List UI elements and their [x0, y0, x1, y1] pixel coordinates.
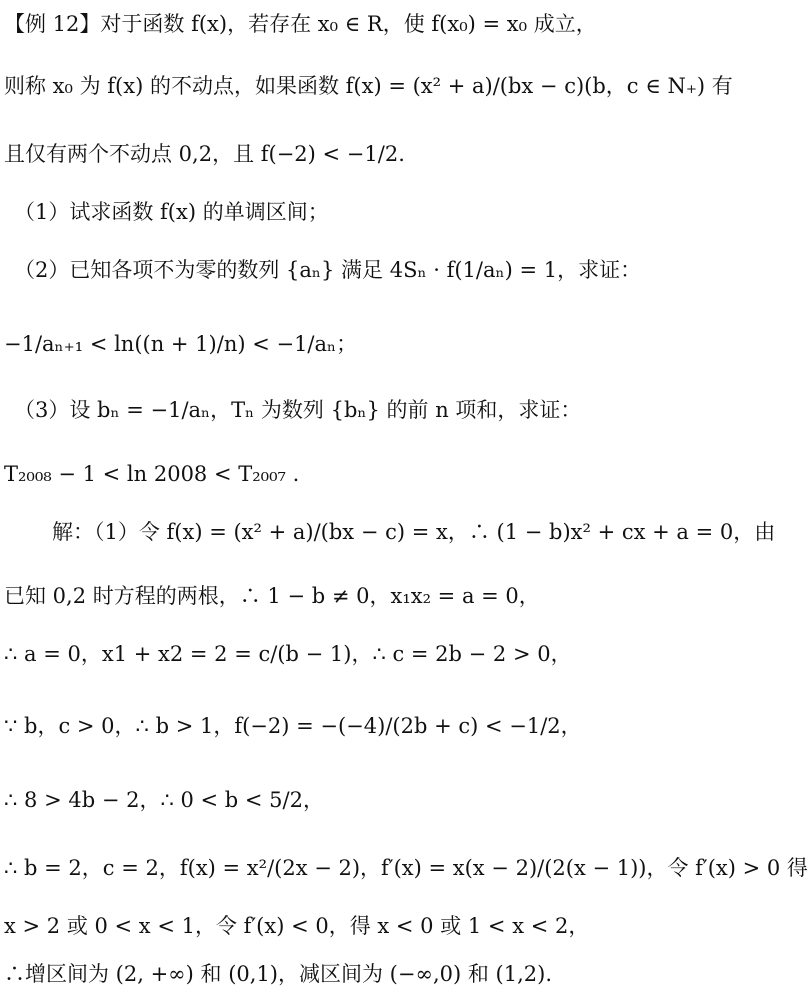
problem-statement-line-3: 且仅有两个不动点 0,2，且 f(−2) < −1/2. — [4, 142, 405, 166]
solution-line-1: 解：（1）令 f(x) = (x² + a)/(bx − c) = x，∴ (1 − b)x² + cx + a = 0，由 — [52, 520, 776, 544]
solution-line-3: ∴ a = 0，x1 + x2 = 2 = c/(b − 1)，∴ c = 2b − 2 > 0， — [4, 642, 572, 666]
problem-statement-line-2: 则称 x₀ 为 f(x) 的不动点，如果函数 f(x) = (x² + a)/(bx − c)(b，c ∈ N₊) 有 — [4, 74, 733, 98]
question-2-inequality: −1/aₙ₊₁ < ln((n + 1)/n) < −1/aₙ； — [4, 332, 358, 356]
question-2: （2）已知各项不为零的数列 {aₙ} 满足 4Sₙ · f(1/aₙ) = 1，求证： — [14, 258, 642, 282]
question-1: （1）试求函数 f(x) 的单调区间； — [14, 200, 329, 224]
solution-line-7: x > 2 或 0 < x < 1，令 f′(x) < 0，得 x < 0 或 1 < x < 2， — [4, 914, 590, 938]
question-3-inequality: T₂₀₀₈ − 1 < ln 2008 < T₂₀₀₇ . — [4, 462, 300, 486]
solution-line-5: ∴ 8 > 4b − 2，∴ 0 < b < 5/2， — [4, 788, 324, 812]
solution-line-6: ∴ b = 2，c = 2，f(x) = x²/(2x − 2)，f′(x) = x(x − 2)/(2(x − 1))，令 f′(x) > 0 得 — [4, 856, 808, 880]
question-3: （3）设 bₙ = −1/aₙ，Tₙ 为数列 {bₙ} 的前 n 项和，求证： — [14, 398, 582, 422]
solution-line-4: ∵ b，c > 0，∴ b > 1，f(−2) = −(−4)/(2b + c) < −1/2， — [4, 714, 582, 738]
solution-line-8: ∴增区间为 (2, +∞) 和 (0,1)，减区间为 (−∞,0) 和 (1,2). — [4, 962, 552, 986]
problem-statement-line-1: 【例 12】对于函数 f(x)，若存在 x₀ ∈ R，使 f(x₀) = x₀ 成立， — [4, 12, 597, 36]
solution-line-2: 已知 0,2 时方程的两根，∴ 1 − b ≠ 0，x₁x₂ = a = 0， — [4, 584, 540, 608]
